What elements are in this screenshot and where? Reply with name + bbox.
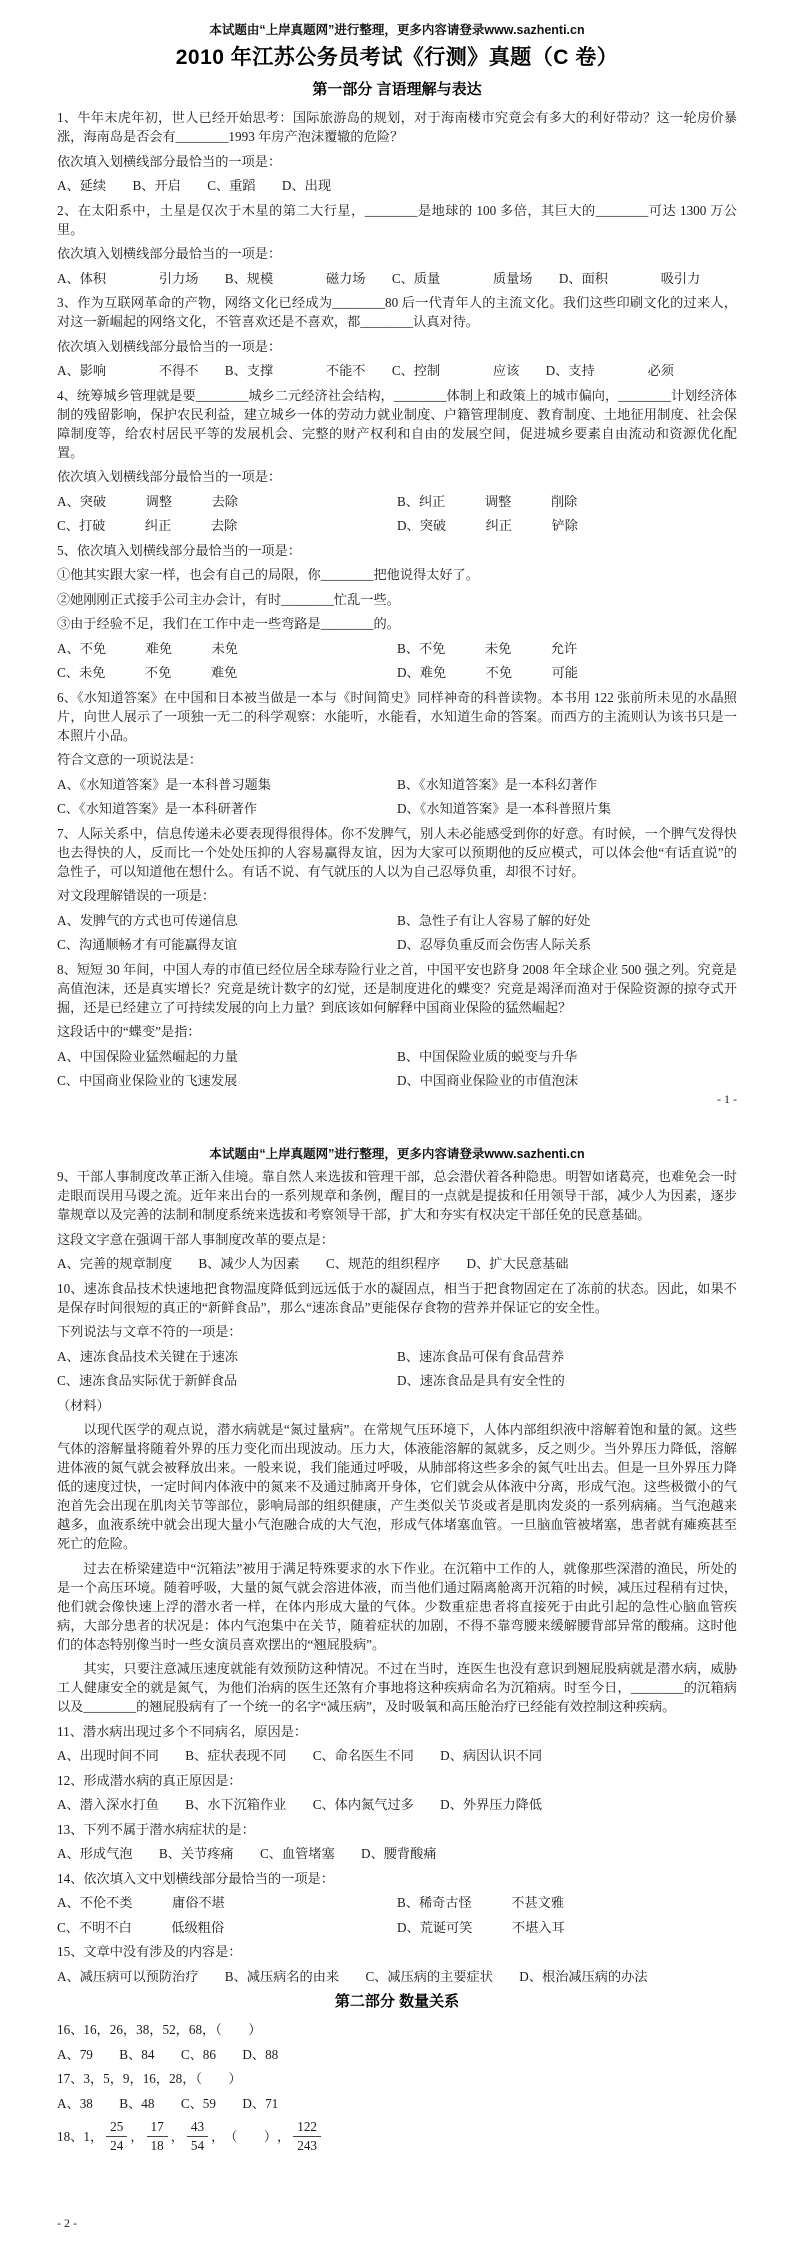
fraction-denominator: 24 <box>110 2137 124 2153</box>
q18-separator: ， <box>211 2128 225 2144</box>
q10-prompt: 下列说法与文章不符的一项是： <box>57 1324 242 1339</box>
q1-options: A、延续 B、开启 C、重蹈 D、出现 <box>57 178 332 193</box>
fraction-denominator: 243 <box>297 2137 317 2153</box>
fraction-numerator: 122 <box>293 2119 321 2137</box>
q14-options-row-2 <box>57 1918 737 1937</box>
q6-stem: 6、《水知道答案》在中国和日本被当做是一本与《时间简史》同样神奇的科普读物。本书用 122 张前所未见的水晶照片，向世人展示了一项独一无二的科学观察：水能听，水能看，水知道生命的答案。而西方的主流则认为该书只是一本照片小品。 <box>57 689 737 743</box>
q16-options: A、79 B、84 C、86 D、88 <box>57 2046 279 2062</box>
q6-options-row-1 <box>57 775 737 794</box>
q17-options: A、38 B、48 C、59 D、71 <box>57 2095 279 2111</box>
option-cell: A、不免 难免 未免 <box>57 640 238 656</box>
fraction <box>293 2119 321 2154</box>
q5-options-row-1 <box>57 639 737 658</box>
q2-options: A、体积 引力场 B、规模 磁力场 C、质量 质量场 D、面积 吸引力 <box>57 270 701 286</box>
q16-stem: 16、16，26，38，52，68，（ ） <box>57 2022 262 2037</box>
q5-stem: 5、依次填入划横线部分最恰当的一项是： <box>57 542 301 558</box>
q1-prompt: 依次填入划横线部分最恰当的一项是： <box>57 153 282 169</box>
q10-options-row-1 <box>57 1347 737 1366</box>
option-cell: A、突破 调整 去除 <box>57 493 238 509</box>
page-2 <box>0 1130 794 2244</box>
option-cell: C、速冻食品实际优于新鲜食品 <box>57 1373 238 1388</box>
q7-prompt: 对文段理解错误的一项是： <box>57 888 216 903</box>
source-note: 本试题由“上岸真题网”进行整理，更多内容请登录www.sazhenti.cn <box>209 1147 585 1161</box>
q7-options-row-1 <box>57 911 737 930</box>
fraction-numerator: 17 <box>147 2119 168 2137</box>
q8-prompt: 这段话中的“蝶变”是指： <box>57 1024 201 1039</box>
option-cell: D、中国商业保险业的市值泡沫 <box>397 1073 578 1088</box>
material-paragraph-2: 过去在桥梁建造中“沉箱法”被用于满足特殊要求的水下作业。在沉箱中工作的人，就像那些深潜的渔民，所处的是一个高压环境。随着呼吸，大量的氮气就会溶进体液，而当他们通过隔离舱离开沉箱的时候，减压过程稍有过快，他们就会像快速上浮的潜水者一样，在体内形成大量的气体。少数重症患者将直接死于由此引起的急性心脑血管疾病，大部分患者的状况是：体内气泡集中在关节，随着症状的加剧，不得不靠弯腰来缓解腰背部异常的酸痛。这时他们的体态特别像当时一些女演员喜欢摆出的“翘屁股病”。 <box>57 1560 737 1652</box>
q12-options: A、潜入深水打鱼 B、水下沉箱作业 C、体内氮气过多 D、外界压力降低 <box>57 1797 543 1812</box>
fraction <box>147 2119 168 2154</box>
q5-options-row-2 <box>57 663 737 682</box>
option-cell: A、《水知道答案》是一本科普习题集 <box>57 776 271 792</box>
q2-stem: 2、在太阳系中，土星是仅次于木星的第二大行星，________是地球的 100 多倍，其巨大的________可达 1300 万公里。 <box>57 202 737 237</box>
q18-prefix: 18、1， <box>57 2128 104 2144</box>
option-cell: A、中国保险业猛然崛起的力量 <box>57 1048 238 1064</box>
q1-stem: 1、牛年末虎年初，世人已经开始思考：国际旅游岛的规划，对于海南楼市究竟会有多大的利好带动？这一轮房价暴涨，海南岛是否会有________1993 年房产泡沫覆辙的危险？ <box>57 110 737 144</box>
q15-options: A、减压病可以预防治疗 B、减压病名的由来 C、减压病的主要症状 D、根治减压病的办法 <box>57 1968 648 1984</box>
q18-separator: ， <box>130 2128 144 2144</box>
q15-stem: 15、文章中没有涉及的内容是： <box>57 1944 242 1959</box>
q4-options-row-2 <box>57 516 737 535</box>
q3-options: A、影响 不得不 B、支撑 不能不 C、控制 应该 D、支持 必须 <box>57 363 674 378</box>
q14-options-row-1 <box>57 1893 737 1912</box>
q9-prompt: 这段文字意在强调干部人事制度改革的要点是： <box>57 1231 334 1247</box>
fraction <box>187 2119 208 2154</box>
q11-options: A、出现时间不同 B、症状表现不同 C、命名医生不同 D、病因认识不同 <box>57 1748 543 1763</box>
q17-stem: 17、3，5，9，16，28，（ ） <box>57 2071 242 2086</box>
option-cell: B、中国保险业质的蜕变与升华 <box>397 1048 578 1064</box>
option-cell: D、突破 纠正 铲除 <box>397 518 578 533</box>
option-cell: D、难免 不免 可能 <box>397 665 578 680</box>
option-cell: B、《水知道答案》是一本科幻著作 <box>397 776 598 792</box>
q9-options: A、完善的规章制度 B、减少人为因素 C、规范的组织程序 D、扩大民意基础 <box>57 1256 569 1271</box>
q3-stem: 3、作为互联网革命的产物，网络文化已经成为________80 后一代青年人的主流文化。我们这些印刷文化的过来人，对这一新崛起的网络文化，不管喜欢还是不喜欢，都________认真对待。 <box>57 295 737 329</box>
q7-options-row-2 <box>57 935 737 954</box>
fraction <box>106 2119 127 2154</box>
option-cell: C、《水知道答案》是一本科研著作 <box>57 801 258 816</box>
material-paragraph-1: 以现代医学的观点说，潜水病就是“氮过量病”。在常规气压环境下，人体内部组织液中溶解着饱和量的氮。这些气体的溶解量将随着外界的压力变化而出现波动。压力大，体液能溶解的氮就多，反之则少。当外界压力降低，溶解进体液的氮气就会被释放出来。一般来说，我们能通过呼吸，从肺部将这些多余的氮气吐出去。但是一旦外界压力降低的速度过快，一定时间内体液中的氮来不及通过肺离开身体，它们就会从体液中分离，形成气泡。这些极微小的气泡首先会出现在肌肉关节等部位，影响局部的组织健康，产生类似关节炎或者是肌肉发炎的一系列病痛。当气泡越来越多，血液系统中就会出现大量小气泡融合成的大气泡，形成气体堵塞血管。一旦脑血管被堵塞，患者就有瘫痪甚至死亡的危险。 <box>57 1422 737 1551</box>
material-label: （材料） <box>57 1397 110 1413</box>
doc-title: 2010 年江苏公务员考试《行测》真题（C 卷） <box>175 46 619 69</box>
q6-prompt: 符合文意的一项说法是： <box>57 752 203 767</box>
section-2-heading: 第二部分 数量关系 <box>334 1993 460 2010</box>
q12-stem: 12、形成潜水病的真正原因是： <box>57 1772 242 1788</box>
q5-item-2: ②她刚刚正式接手公司主办会计，有时________忙乱一些。 <box>57 591 400 607</box>
q18-separator: ， <box>277 2128 291 2144</box>
q5-item-1: ①他其实跟大家一样，也会有自己的局限，你________把他说得太好了。 <box>57 567 479 582</box>
option-cell: A、速冻食品技术关键在于速冻 <box>57 1348 238 1364</box>
option-cell: B、速冻食品可保有食品营养 <box>397 1348 565 1364</box>
option-cell: B、急性子有让人容易了解的好处 <box>397 912 591 928</box>
page-number-2: - 2 - <box>57 2216 77 2230</box>
q13-options: A、形成气泡 B、关节疼痛 C、血管堵塞 D、腰背酸痛 <box>57 1846 437 1861</box>
q14-stem: 14、依次填入文中划横线部分最恰当的一项是： <box>57 1870 334 1886</box>
q4-stem: 4、统筹城乡管理就是要________城乡二元经济社会结构，________体制上和政策上的城市偏向，________计划经济体制的残留影响，保护农民利益，建立城乡一体的劳动力就业制度、户籍管理制度、教育制度、土地征用制度、社会保障制度等，给农村居民平等的发展机会、完整的财产权利和自由的发展空间，促进城乡要素自由流动和资源优化配置。 <box>57 387 737 460</box>
option-cell: A、不伦不类 庸俗不堪 <box>57 1895 225 1910</box>
q13-stem: 13、下列不属于潜水病症状的是： <box>57 1821 255 1837</box>
option-cell: C、未免 不免 难免 <box>57 665 238 680</box>
q3-prompt: 依次填入划横线部分最恰当的一项是： <box>57 338 282 354</box>
fraction-numerator: 43 <box>187 2119 208 2137</box>
fraction-denominator: 18 <box>150 2137 164 2153</box>
option-cell: D、速冻食品是具有安全性的 <box>397 1373 565 1388</box>
q4-prompt: 依次填入划横线部分最恰当的一项是： <box>57 469 282 484</box>
option-cell: B、不免 未免 允许 <box>397 640 578 656</box>
option-cell: C、沟通顺畅才有可能赢得友谊 <box>57 937 238 952</box>
q4-options-row-1 <box>57 492 737 511</box>
q18-stem <box>57 2119 737 2154</box>
source-note: 本试题由“上岸真题网”进行整理，更多内容请登录www.sazhenti.cn <box>209 23 585 37</box>
q11-stem: 11、潜水病出现过多个不同病名，原因是： <box>57 1723 308 1739</box>
q5-item-3: ③由于经验不足，我们在工作中走一些弯路是________的。 <box>57 616 400 631</box>
option-cell: B、稀奇古怪 不甚文雅 <box>397 1895 565 1910</box>
q9-stem: 9、干部人事制度改革正渐入佳境。靠自然人来选拔和管理干部，总会潜伏着各种隐患。明智如诸葛亮，也难免会一时走眼而误用马谡之流。近年来出台的一系列规章和条例，醒目的一点就是提拔和任用领导干部，减少人为因素，逐步靠规章以及完善的法制和制度系统来选拔和考察领导干部，扩大和夯实有权决定干部任免的民意基础。 <box>57 1169 737 1222</box>
q7-stem: 7、人际关系中，信息传递未必要表现得很得体。你不发脾气，别人未必能感受到你的好意。有时候，一个脾气发得快也去得快的人，反而比一个处处压抑的人容易赢得友谊，因为大家可以预期他的反应模式，可以体会他“有话直说”的急性子，可以知道他在想什么。有话不说、有气就压的人以为自己忍辱负重，却很不讨好。 <box>57 825 737 879</box>
q18-separator: ， <box>170 2128 184 2144</box>
option-cell: C、不明不白 低级粗俗 <box>57 1919 225 1935</box>
q18-blank: （ ） <box>224 2128 278 2144</box>
option-cell: D、《水知道答案》是一本科普照片集 <box>397 801 611 816</box>
option-cell: D、荒诞可笑 不堪入耳 <box>397 1919 565 1935</box>
option-cell: A、发脾气的方式也可传递信息 <box>57 912 238 928</box>
option-cell: B、纠正 调整 削除 <box>397 493 578 509</box>
material-paragraph-3: 其实，只要注意减压速度就能有效预防这种情况。不过在当时，连医生也没有意识到翘屁股病就是潜水病，威胁工人健康安全的就是氮气，为他们治病的医生还煞有介事地将这种疾病命名为沉箱病。时至今日，________的沉箱病以及________的翘屁股病有了一个统一的名字“减压病”，及时吸氧和高压舱治疗已经能有效控制这种疾病。 <box>57 1661 737 1714</box>
q8-options-row-2 <box>57 1071 737 1090</box>
page-number-1: - 1 - <box>717 1092 737 1106</box>
q8-options-row-1 <box>57 1047 737 1066</box>
q10-options-row-2 <box>57 1371 737 1390</box>
q6-options-row-2 <box>57 799 737 818</box>
fraction-denominator: 54 <box>190 2137 205 2153</box>
option-cell: C、中国商业保险业的飞速发展 <box>57 1073 238 1088</box>
q8-stem: 8、短短 30 年间，中国人寿的市值已经位居全球寿险行业之首，中国平安也跻身 2008 年全球企业 500 强之列。究竟是高值泡沫，还是真实增长？究竟是统计数字的幻觉，还是制度进化的蝶变？究竟是竭泽而渔对于保险资源的掠夺式开掘，还是已经建立了可持续发展的向上力量？到底该如何解释中国商业保险的猛然崛起？ <box>57 961 737 1015</box>
option-cell: D、忍辱负重反而会伤害人际关系 <box>397 937 592 952</box>
section-1-heading: 第一部分 言语理解与表达 <box>312 81 482 98</box>
fraction-numerator: 25 <box>106 2119 127 2137</box>
option-cell: C、打破 纠正 去除 <box>57 518 238 533</box>
q10-stem: 10、速冻食品技术快速地把食物温度降低到远远低于水的凝固点，相当于把食物固定在了冻前的状态。因此，如果不是保存时间很短的真正的“新鲜食品”，那么“速冻食品”更能保存食物的营养并保证它的安全性。 <box>57 1280 737 1315</box>
q2-prompt: 依次填入划横线部分最恰当的一项是： <box>57 246 282 261</box>
